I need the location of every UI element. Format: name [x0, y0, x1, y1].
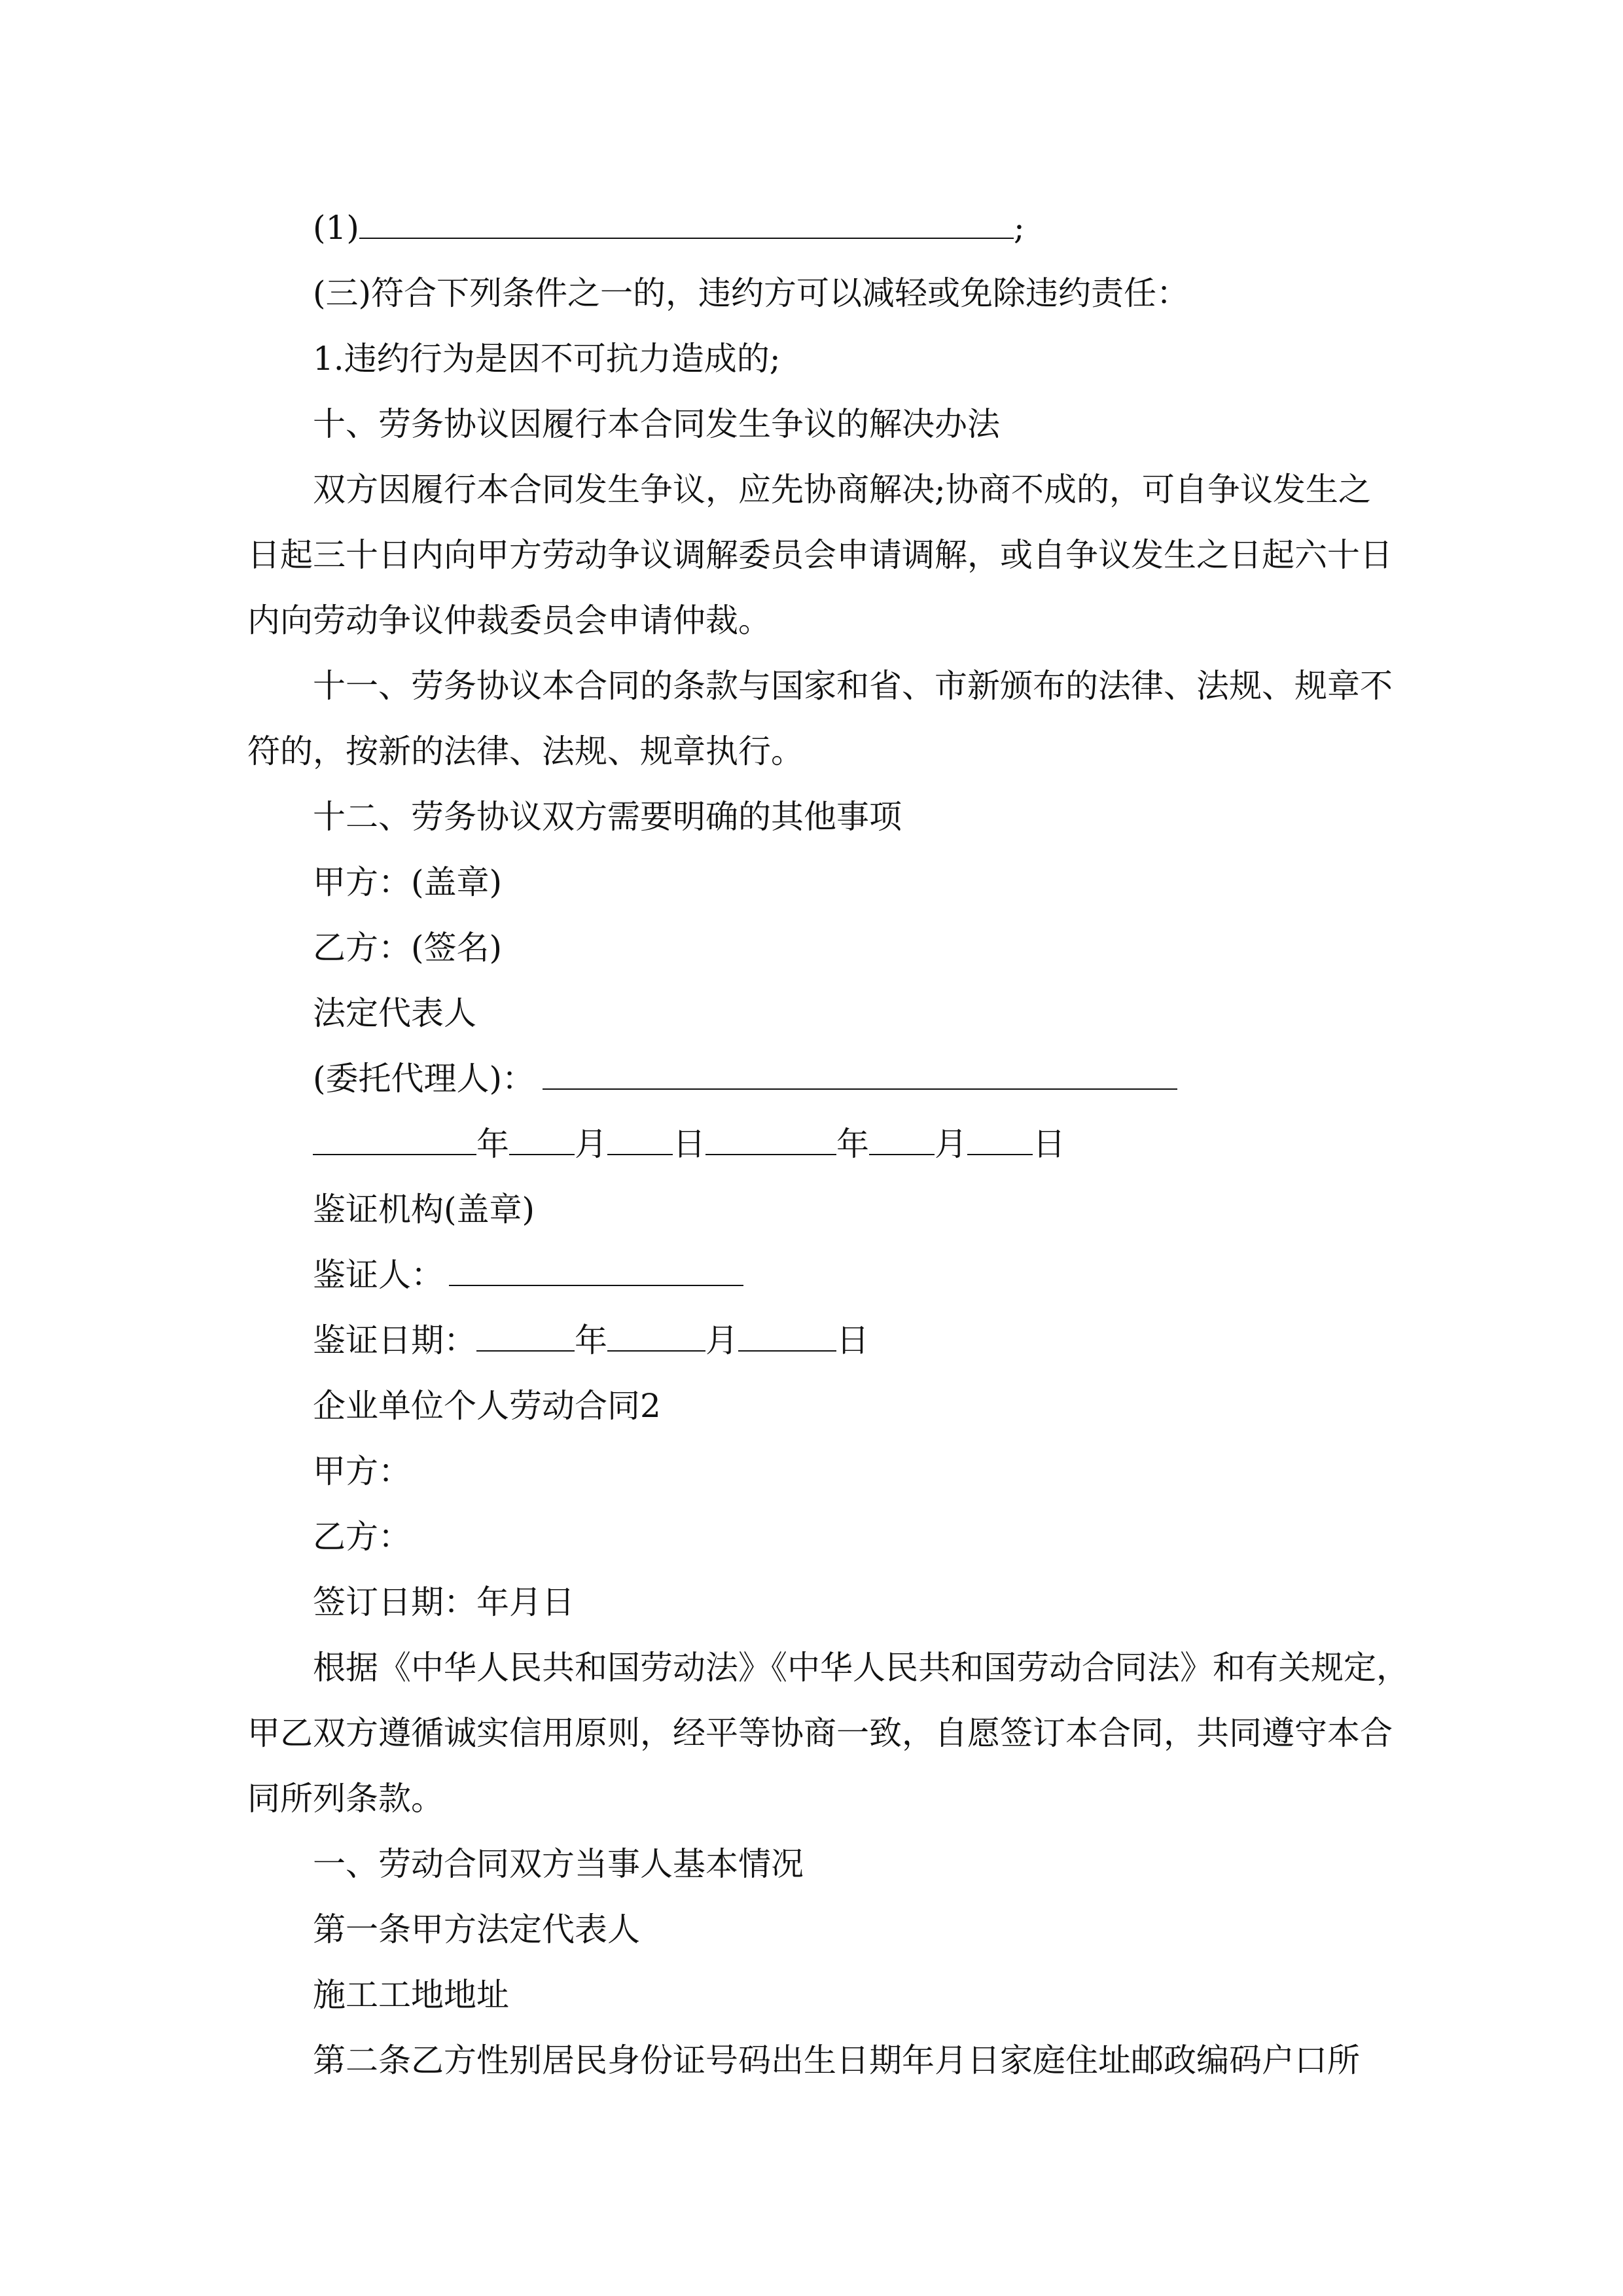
contract-2-title: 企业单位个人劳动合同2: [313, 1387, 661, 1425]
legal-representative: 法定代表人: [313, 994, 476, 1032]
construction-site-address: 施工工地地址: [313, 1976, 509, 2014]
certification-day-label: 日: [836, 1321, 869, 1359]
certifier-label: 鉴证人：: [313, 1256, 444, 1294]
date-1-year-label: 年: [476, 1125, 509, 1163]
entrusted-agent-blank: [543, 1060, 1177, 1090]
certifier-line: [313, 1255, 1452, 1295]
date-2-year-blank: [705, 1125, 836, 1155]
article-two: 第二条乙方性别居民身份证号码出生日期年月日家庭住址邮政编码户口所: [313, 2041, 1360, 2079]
clause-three-item-1: 1.违约行为是因不可抗力造成的;: [313, 340, 781, 378]
clause-item-1: [313, 208, 1452, 247]
certification-month-label: 月: [705, 1321, 738, 1359]
certification-year-blank: [476, 1321, 575, 1352]
date-1-month-label: 月: [575, 1125, 607, 1163]
clause-three: (三)符合下列条件之一的，违约方可以减轻或免除违约责任：: [313, 274, 1190, 312]
date-2-month-blank: [869, 1125, 935, 1155]
certifier-blank: [449, 1256, 743, 1286]
preamble-line-2: 甲乙双方遵循诚实信用原则，经平等协商一致，自愿签订本合同，共同遵守本合: [247, 1714, 1393, 1752]
contract-2-signing-date: 签订日期：年月日: [313, 1583, 575, 1621]
chapter-one-heading: 一、劳动合同双方当事人基本情况: [313, 1845, 804, 1883]
clause-item-1-blank: [359, 209, 1014, 239]
date-2-day-blank: [967, 1125, 1033, 1155]
entrusted-agent-label: (委托代理人)：: [313, 1060, 535, 1098]
certification-month-blank: [607, 1321, 705, 1352]
section-twelve-heading: 十二、劳务协议双方需要明确的其他事项: [313, 798, 902, 836]
certification-day-blank: [738, 1321, 836, 1352]
section-ten-para-line-3: 内向劳动争议仲裁委员会申请仲裁。: [247, 601, 771, 639]
date-1-year-blank: [313, 1125, 476, 1155]
certification-date-label: 鉴证日期：: [313, 1321, 476, 1359]
section-ten-heading: 十、劳务协议因履行本合同发生争议的解决办法: [313, 405, 1000, 443]
date-2-month-label: 月: [935, 1125, 967, 1163]
section-eleven-line-1: 十一、劳务协议本合同的条款与国家和省、市新颁布的法律、法规、规章不: [313, 667, 1393, 705]
section-ten-para-line-1: 双方因履行本合同发生争议，应先协商解决;协商不成的，可自争议发生之: [313, 471, 1371, 509]
party-b-signature: 乙方：(签名): [313, 929, 503, 967]
section-eleven-line-2: 符的，按新的法律、法规、规章执行。: [247, 732, 804, 770]
clause-item-1-end: ;: [1013, 209, 1025, 247]
contract-2-party-a: 甲方：: [313, 1452, 411, 1490]
article-one: 第一条甲方法定代表人: [313, 1910, 640, 1948]
date-1-day-blank: [607, 1125, 673, 1155]
entrusted-agent-line: [313, 1059, 1452, 1098]
section-ten-para-line-2: 日起三十日内向甲方劳动争议调解委员会申请调解，或自争议发生之日起六十日: [247, 536, 1393, 574]
contract-2-party-b: 乙方：: [313, 1518, 411, 1556]
certification-year-label: 年: [575, 1321, 607, 1359]
date-1-month-blank: [509, 1125, 575, 1155]
preamble-line-3: 同所列条款。: [247, 1780, 444, 1818]
certification-agency: 鉴证机构(盖章): [313, 1191, 535, 1229]
date-2-year-label: 年: [836, 1125, 869, 1163]
date-1-day-label: 日: [673, 1125, 705, 1163]
clause-item-1-label: (1): [313, 209, 359, 247]
party-a-seal: 甲方：(盖章): [313, 863, 503, 901]
certification-date-line: [313, 1321, 1452, 1360]
date-2-day-label: 日: [1033, 1125, 1065, 1163]
preamble-line-1: 根据《中华人民共和国劳动法》《中华人民共和国劳动合同法》和有关规定，: [313, 1649, 1409, 1687]
signing-dates-line: [313, 1124, 1452, 1164]
